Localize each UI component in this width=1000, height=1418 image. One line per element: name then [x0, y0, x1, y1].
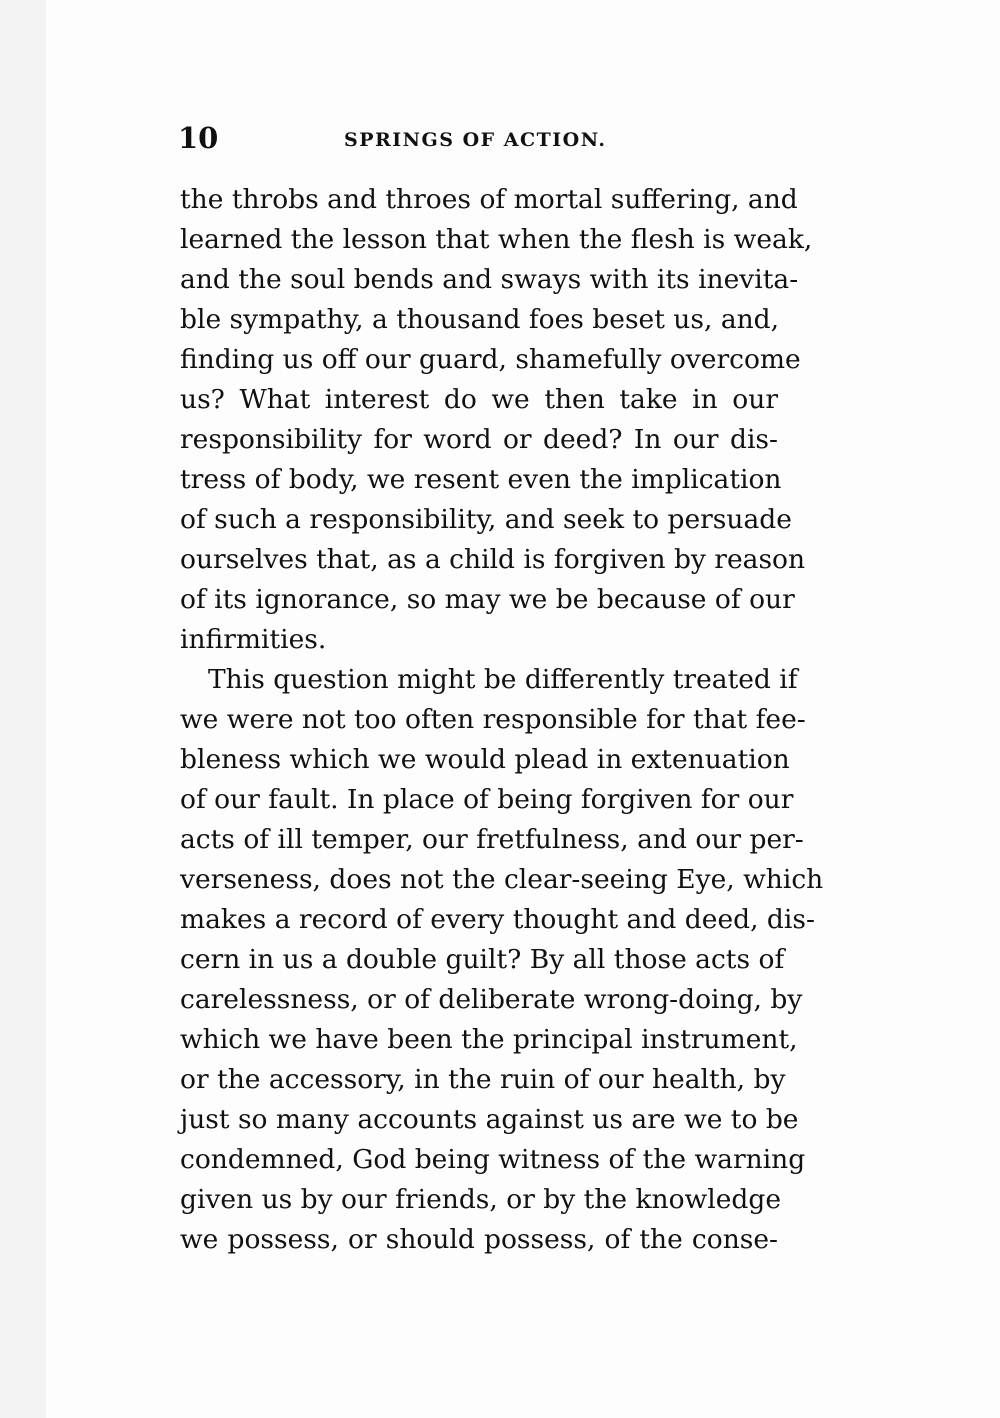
text-line: we were not too often responsible for that fee- [180, 704, 806, 735]
text-line: of our fault. In place of being forgiven for our [180, 784, 794, 815]
text-line: bleness which we would plead in extenuation [180, 744, 790, 775]
text-line: condemned, God being witness of the warning [180, 1144, 806, 1175]
text-line: This question might be differently treated if [208, 664, 798, 695]
text-line: just so many accounts against us are we to be [180, 1104, 799, 1135]
body-text [180, 180, 824, 1260]
text-line: infirmities. [180, 624, 327, 655]
page-number: 10 [178, 121, 219, 155]
text-line: the throbs and throes of mortal suffering, and [180, 184, 798, 215]
text-line: ourselves that, as a child is forgiven by reason [180, 544, 806, 575]
text-line: of such a responsibility, and seek to persuade [180, 504, 792, 535]
text-line: verseness, does not the clear-seeing Eye, which [180, 864, 824, 895]
text-line: we possess, or should possess, of the conse- [180, 1224, 778, 1255]
text-line: finding us off our guard, shamefully overcome [180, 344, 801, 375]
text-line: or the accessory, in the ruin of our health, by [180, 1064, 786, 1095]
text-line: learned the lesson that when the flesh is weak, [180, 224, 813, 255]
text-line: carelessness, or of deliberate wrong-doing, by [180, 984, 803, 1015]
text-line: given us by our friends, or by the knowledge [180, 1184, 782, 1215]
text-line: and the soul bends and sways with its inevita- [180, 264, 799, 295]
text-line: ble sympathy, a thousand foes beset us, and, [180, 304, 780, 335]
text-line: tress of body, we resent even the implication [180, 464, 782, 495]
text-line: acts of ill temper, our fretfulness, and our per- [180, 824, 804, 855]
scan-margin [0, 0, 46, 1418]
text-line: us? What interest do we then take in our [180, 384, 778, 415]
text-line: makes a record of every thought and deed, dis- [180, 904, 815, 935]
text-line: which we have been the principal instrument, [180, 1024, 798, 1055]
text-line: responsibility for word or deed? In our dis- [180, 424, 778, 455]
text-line: of its ignorance, so may we be because of our [180, 584, 795, 615]
text-line: cern in us a double guilt? By all those acts of [180, 944, 785, 975]
running-title: SPRINGS OF ACTION. [344, 129, 607, 151]
